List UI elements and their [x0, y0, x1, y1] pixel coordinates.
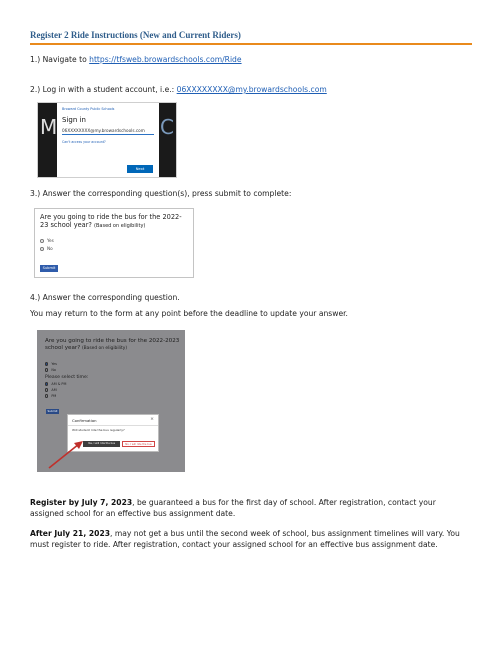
email-field[interactable]: 06XXXXXXXX@my.browardschools.com [62, 128, 154, 135]
time-option-label: AM & PM [51, 382, 67, 386]
pointer-arrow-icon [37, 330, 185, 472]
option-yes-label: Yes [47, 238, 54, 243]
bus-question-note: (Based on eligibility) [94, 223, 146, 229]
radio-icon[interactable] [40, 239, 44, 243]
submit-button[interactable]: Submit [47, 409, 58, 413]
deadline-2-date: After July 21, 2023 [30, 529, 111, 538]
next-button[interactable]: Next [127, 165, 153, 173]
background-decoration: M [40, 115, 58, 139]
form-screenshot [34, 208, 194, 278]
please-select-time: Please select time: [45, 375, 89, 380]
step-1 [30, 55, 242, 64]
option-yes-label: Yes [51, 362, 57, 366]
deadline-paragraph-1 [30, 497, 472, 519]
deadline-1-date: Register by July 7, 2023 [30, 498, 133, 507]
ride-url-link[interactable]: https://tfsweb.browardschools.com/Ride [89, 55, 242, 64]
step-4-note: You may return to the form at any point before the deadline to update your answer. [30, 309, 348, 318]
time-option-label: AM [51, 388, 57, 392]
option-no-label: No [51, 368, 57, 372]
deadline-paragraph-2 [30, 528, 472, 550]
student-account-link[interactable]: 06XXXXXXXX@my.browardschools.com [176, 85, 327, 94]
org-name: Broward County Public Schools [62, 107, 115, 111]
title-divider [30, 43, 472, 45]
close-icon[interactable]: × [150, 417, 154, 422]
signin-heading: Sign in [62, 116, 86, 124]
dialog-title: Confirmation [72, 418, 97, 423]
background-decoration-right: C [160, 115, 174, 139]
dialog-message: Will student ride the bus regularly? [72, 428, 125, 432]
dialog-no-button[interactable]: No, I will ride the bus [122, 441, 155, 447]
step-4: 4.) Answer the corresponding question. [30, 293, 180, 302]
step-2 [30, 85, 327, 94]
time-option-label: PM [51, 394, 57, 398]
confirmation-screenshot [37, 330, 185, 472]
radio-icon[interactable] [40, 247, 44, 251]
bus-question-text: Are you going to ride the bus for the 2022-23 school year? [40, 213, 182, 229]
submit-button[interactable]: Submit [40, 265, 58, 272]
signin-screenshot [37, 102, 177, 178]
step-2-text: 2.) Log in with a student account, i.e.: [30, 85, 177, 94]
step-1-text: 1.) Navigate to [30, 55, 90, 64]
dialog-yes-button[interactable]: Yes, I will ride the bus [83, 441, 120, 447]
step-3: 3.) Answer the corresponding question(s), press submit to complete: [30, 189, 292, 198]
option-no[interactable] [40, 246, 188, 251]
cant-access-link[interactable]: Can't access your account? [62, 140, 106, 144]
bus-question-dimmed-note: (Based on eligibility) [81, 346, 128, 351]
deadline-2-text: , may not get a bus until the second week of school, bus assignment timelines will vary. You must register to ride. After registration, contact your assigned school for an effective bus assignment date. [30, 529, 460, 549]
document-title: Register 2 Ride Instructions (New and Current Riders) [30, 30, 241, 40]
bus-question-dimmed-text: Are you going to ride the bus for the 2022-2023 school year? [45, 338, 180, 351]
option-yes[interactable] [40, 238, 188, 243]
deadline-1-text: , be guaranteed a bus for the first day of school. After registration, contact your assigned school for an effective bus assignment date. [30, 498, 436, 518]
signin-panel [57, 103, 159, 178]
option-no-label: No [47, 246, 53, 251]
bus-question [40, 213, 188, 230]
